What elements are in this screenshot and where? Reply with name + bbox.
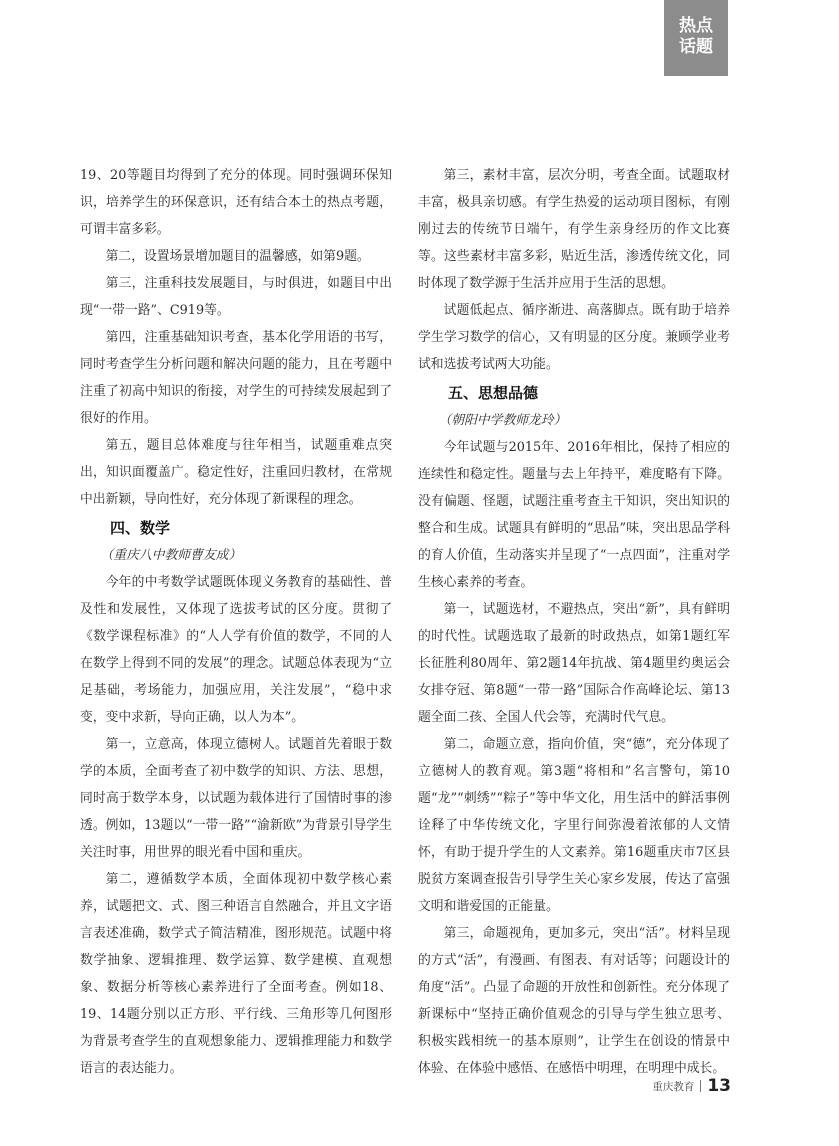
- tag-line-2: 话题: [679, 37, 713, 57]
- paragraph: 第五，题目总体难度与往年相当，试题重难点突出，知识面覆盖广。稳定性好，注重回归教材，在常规中出新颖，导向性好，充分体现了新课程的理念。: [80, 438, 392, 507]
- page-number: 13: [707, 1076, 731, 1096]
- paragraph: 第一，立意高，体现立德树人。试题首先着眼于数学的本质，全面考查了初中数学的知识、方法、思想，同时高于数学本身，以试题为载体进行了国情时事的渗透。例如，13题以“一带一路”“渝新欧”为背景引导学生关注时事，用世界的眼光看中国和重庆。: [80, 737, 392, 860]
- author-line: （重庆八中教师曹友成）: [100, 548, 242, 563]
- paragraph: 试题低起点、循序渐进、高落脚点。既有助于培养学生学习数学的信心，又有明显的区分度。兼顾学业考试和选拔考试两大功能。: [418, 303, 730, 372]
- paragraph: 今年的中考数学试题既体现义务教育的基础性、普及性和发展性，又体现了选拔考试的区分度。贯彻了《数学课程标准》的“人人学有价值的数学，不同的人在数学上得到不同的发展”的理念。试题总体表现为“立足基础，考场能力，加强应用，关注发展”，“稳中求变，变中求新，导向正确，以人为本”。: [80, 575, 392, 725]
- journal-name: 重庆教育: [652, 1080, 695, 1093]
- paragraph: 第三，注重科技发展题目，与时俱进，如题目中出现“一带一路”、C919等。: [80, 276, 392, 318]
- page-footer: [652, 1076, 731, 1096]
- paragraph: 第二，设置场景增加题目的温馨感，如第9题。: [105, 249, 370, 264]
- left-column: [80, 162, 392, 1082]
- hot-topic-tag: [664, 0, 728, 76]
- paragraph: 第二，遵循数学本质，全面体现初中数学核心素养，试题把文、式、图三种语言自然融合，并且文字语言表述准确，数学式子简洁精准，图形规范。试题中将数学抽象、逻辑推理、数学运算、数学建模、直观想象、数据分析等核心素养进行了全面考查。例如18、19、14题分别以正方形、平行线、三角形等几何图形为背景考查学生的直观想象能力、逻辑推理能力和数学语言的表达能力。: [80, 872, 392, 1076]
- author-line: （朝阳中学教师龙玲）: [438, 413, 567, 428]
- footer-divider: [700, 1080, 701, 1092]
- paragraph: 第三，素材丰富，层次分明，考查全面。试题取材丰富，极具亲切感。有学生热爱的运动项目图标，有刚刚过去的传统节日端午，有学生亲身经历的作文比赛等。这些素材丰富多彩，贴近生活，渗透传统文化，同时体现了数学源于生活并应用于生活的思想。: [418, 168, 730, 291]
- paragraph: 第三，命题视角，更加多元，突出“活”。材料呈现的方式“活”，有漫画、有图表、有对话等；问题设计的角度“活”。凸显了命题的开放性和创新性。充分体现了新课标中“坚持正确价值观念的引导与学生独立思考、积极实践相统一的基本原则”，让学生在创设的情景中体验、在体验中感悟、在感悟中明理，在明理中成长。: [418, 926, 730, 1076]
- tag-line-1: 热点: [679, 16, 713, 36]
- paragraph: 第四，注重基础知识考查，基本化学用语的书写，同时考查学生分析问题和解决问题的能力，且在考题中注重了初高中知识的衔接，对学生的可持续发展起到了很好的作用。: [80, 330, 392, 426]
- paragraph: 第二，命题立意，指向价值，突“德”，充分体现了立德树人的教育观。第3题“将相和”名言警句，第10题“龙”“刺绣”“粽子”等中华文化，用生活中的鲜活事例诠释了中华传统文化，字里行间弥漫着浓郁的人文情怀，有助于提升学生的人文素养。第16题重庆市7区县脱贫方案调查报告引导学生关心家乡发展，传达了富强文明和谐爱国的正能量。: [418, 737, 730, 914]
- paragraph: 今年试题与2015年、2016年相比，保持了相应的连续性和稳定性。题量与去上年持平，难度略有下降。没有偏题、怪题，试题注重考查主干知识，突出知识的整合和生成。试题具有鲜明的“思品”味，突出思品学科的育人价值，生动落实并呈现了“一点四面”，注重对学生核心素养的考查。: [418, 440, 730, 590]
- paragraph: 19、20等题目均得到了充分的体现。同时强调环保知识，培养学生的环保意识，还有结合本土的热点考题，可谓丰富多彩。: [80, 168, 392, 237]
- section-heading-moral-education: 五、思想品德: [448, 384, 539, 402]
- paragraph: 第一，试题选材，不避热点，突出“新”，具有鲜明的时代性。试题选取了最新的时政热点，如第1题红军长征胜利80周年、第2题14年抗战、第4题里约奥运会女排夺冠、第8题“一带一路”国际合作高峰论坛、第13题全面二孩、全国人代会等，充满时代气息。: [418, 602, 730, 725]
- right-column: [418, 162, 730, 1082]
- section-heading-math: 四、数学: [110, 519, 171, 537]
